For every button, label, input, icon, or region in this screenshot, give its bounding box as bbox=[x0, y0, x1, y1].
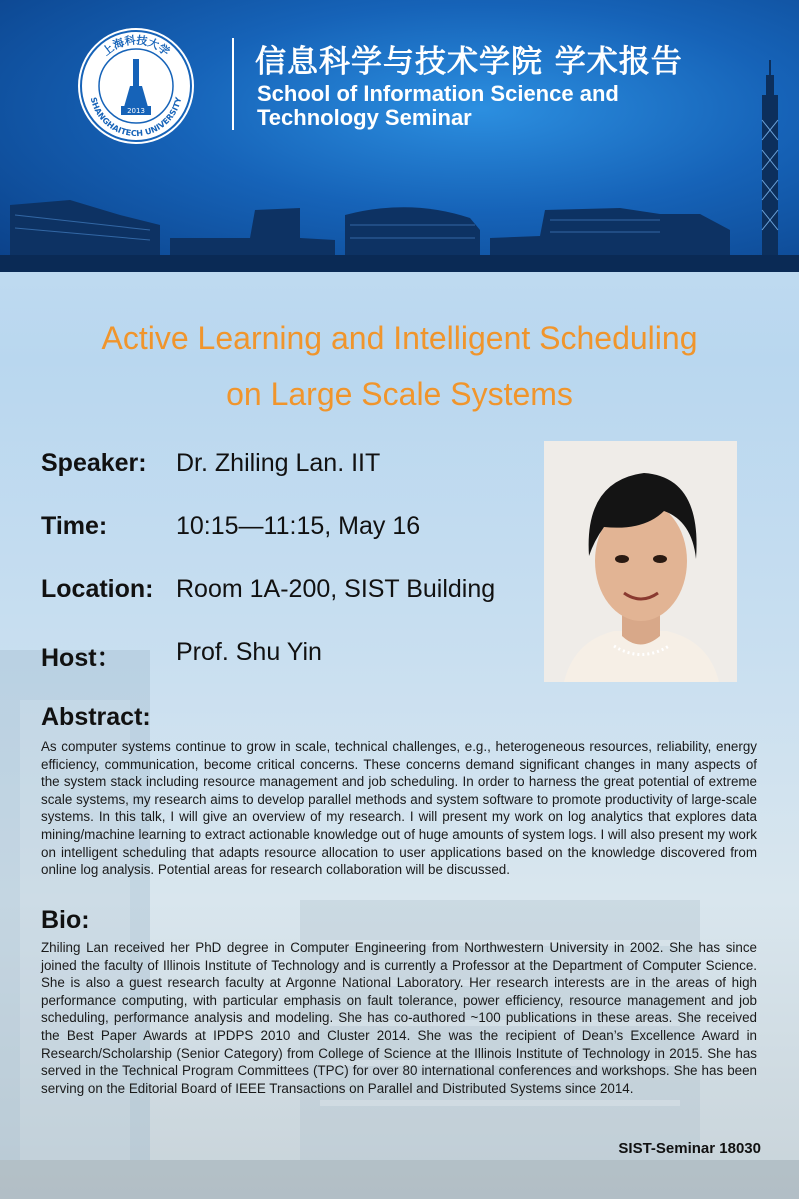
bio-heading: Bio: bbox=[41, 906, 90, 934]
speaker-label: Speaker: bbox=[41, 449, 147, 477]
host-value: Prof. Shu Yin bbox=[176, 638, 322, 666]
logo-en-text: SHANGHAITECH UNIVERSITY bbox=[88, 96, 184, 139]
seminar-id: SIST-Seminar 18030 bbox=[618, 1140, 761, 1157]
talk-title bbox=[0, 310, 799, 422]
bio-text: Zhiling Lan received her PhD degree in Computer Engineering from Northwestern University in 2002. She has since joined the faculty of Illinois Institute of Technology and is currently a Professor at the Department of Computer Science. She is also a guest research faculty at Argonne National Laboratory. Her research interests are in the areas of high performance computing, with particular emphasis on fault tolerance, power efficiency, resource management and job scheduling, performance analysis and modeling. She has co-authored ~100 publications in these areas. She received the Best Paper Awards at IPDPS 2010 and Cluster 2014. She was the recipient of Dean’s Excellence Award in Research/Scholarship (Senior Category) from College of Science at the Illinois Institute of Technology in 2015. She has served in the Technical Program Committees (TPC) for over 80 international conferences and workshops. She has been serving on the Editorial Board of IEEE Transactions on Parallel and Distributed Systems since 2014. bbox=[41, 940, 757, 1096]
abstract-heading: Abstract: bbox=[41, 703, 151, 731]
header-banner bbox=[0, 0, 799, 272]
abstract-text: As computer systems continue to grow in scale, technical challenges, e.g., heterogeneous resources, reliability, energy efficiency, communication, become critical concerns. These concerns demand significant changes in many aspects of the system stack including resource management and job scheduling. In order to harness the great potential of extreme scale systems, my research aims to develop parallel methods and system software to promote productivity of large-scale systems. In this talk, I will give an overview of my research. I will present my work on log analytics that explores data mining/machine learning to extract actionable knowledge out of huge amounts of system logs. I will also present my work on intelligent scheduling that adapts resource allocation to user applications based on the knowledge discovered from online log analysis. Potential areas for research collaboration will be discussed. bbox=[41, 739, 757, 878]
header-title-en bbox=[257, 82, 619, 130]
location-label: Location: bbox=[41, 575, 154, 603]
logo-year: 2013 bbox=[127, 107, 145, 115]
talk-title-line1: Active Learning and Intelligent Scheduling bbox=[101, 320, 698, 356]
logo-cn-text: 上海科技大学 bbox=[99, 33, 173, 59]
time-value: 10:15—11:15, May 16 bbox=[176, 512, 421, 540]
header-title-cn: 信息科学与技术学院 学术报告 bbox=[255, 44, 683, 80]
header-title-en-line2: Technology Seminar bbox=[257, 105, 472, 130]
university-logo bbox=[76, 26, 196, 146]
host-label: Host： bbox=[41, 644, 122, 672]
location-value: Room 1A-200, SIST Building bbox=[176, 575, 496, 603]
speaker-value: Dr. Zhiling Lan. IIT bbox=[176, 449, 381, 477]
speaker-portrait-icon bbox=[544, 441, 737, 682]
header-title-en-line1: School of Information Science and bbox=[257, 81, 619, 106]
header-divider bbox=[232, 38, 234, 130]
speaker-photo bbox=[544, 441, 737, 682]
talk-title-line2: on Large Scale Systems bbox=[226, 376, 573, 412]
time-label: Time: bbox=[41, 512, 108, 540]
